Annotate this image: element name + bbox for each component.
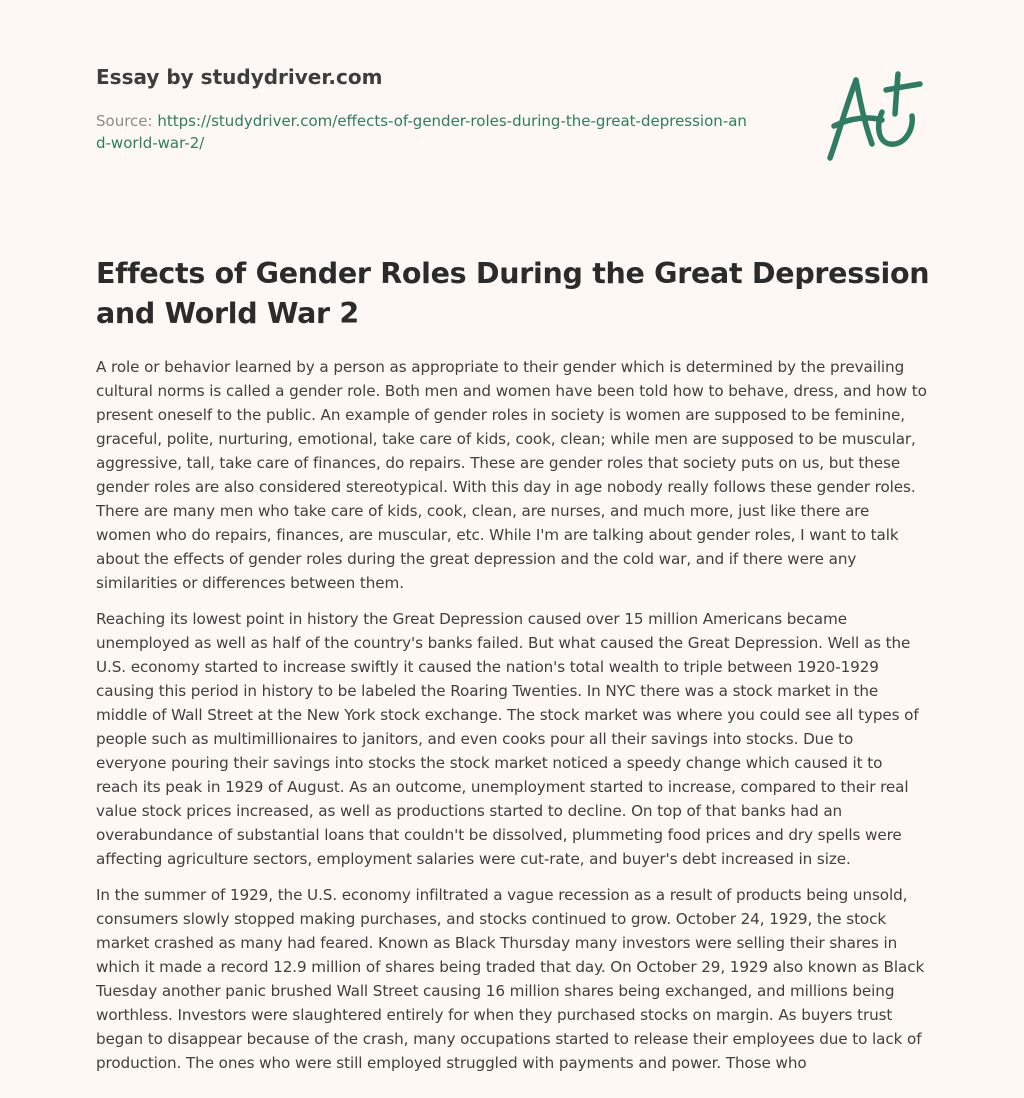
essay-paragraph: A role or behavior learned by a person as appropriate to their gender which is determined by the prevailing cultural norms is called a gender role. Both men and women have been told how to behave, dress, and how to present oneself to the public. An example of gender roles in society is women are supposed to be feminine, graceful, polite, nurturing, emotional, take care of kids, cook, clean; while men are supposed to be muscular, aggressive, tall, take care of finances, do repairs. These are gender roles that society puts on us, but these gender roles are also considered stereotypical. With this day in age nobody really follows these gender roles. There are many men who take care of kids, cook, clean, are nurses, and much more, just like there are women who do repairs, finances, are muscular, etc. While I'm are talking about gender roles, I want to talk about the effects of gender roles during the great depression and the cold war, and if there were any similarities or differences between them. <box>96 358 927 592</box>
essay-paragraph: Reaching its lowest point in history the Great Depression caused over 15 million Americans became unemployed as well as half of the country's banks failed. But what caused the Great Depression. Well as the U.S. economy started to increase swiftly it caused the nation's total wealth to triple between 1920-1929 causing this period in history to be labeled the Roaring Twenties. In NYC there was a stock market in the middle of Wall Street at the New York stock exchange. The stock market was where you could see all types of people such as multimillionaires to janitors, and even cooks pour all their savings into stocks. Due to everyone pouring their savings into stocks the stock market noticed a speedy change which caused it to reach its peak in 1929 of August. As an outcome, unemployment started to increase, compared to their real value stock prices increased, as well as productions started to decline. On top of that banks had an overabundance of substantial loans that couldn't be dissolved, plummeting food prices and dry spells were affecting agriculture sectors, employment salaries were cut-rate, and buyer's debt increased in size. <box>96 610 919 868</box>
site-header <box>96 62 756 154</box>
source-link[interactable]: https://studydriver.com/effects-of-gender-roles-during-the-great-depression-and-world-war-2/ <box>96 112 747 152</box>
site-title: Essay by studydriver.com <box>96 65 383 89</box>
essay-title: Effects of Gender Roles During the Great Depression and World War 2 <box>96 257 930 330</box>
essay-body <box>96 355 928 1087</box>
source-label: Source: <box>96 112 158 130</box>
essay-paragraph: In the summer of 1929, the U.S. economy infiltrated a vague recession as a result of products being unsold, consumers slowly stopped making purchases, and stocks continued to grow. October 24, 1929, the stock market crashed as many had feared. Known as Black Thursday many investors were selling their shares in which it made a record 12.9 million of shares being traded that day. On October 29, 1929 also known as Black Tuesday another panic brushed Wall Street causing 16 million shares being exchanged, and millions being worthless. Investors were slaughtered entirely for when they purchased stocks on margin. As buyers trust began to disappear because of the crash, many occupations started to release their employees due to lack of production. The ones who were still employed struggled with payments and power. Those who <box>96 886 925 1072</box>
source-line <box>96 110 756 154</box>
a-plus-logo-icon <box>820 66 930 166</box>
